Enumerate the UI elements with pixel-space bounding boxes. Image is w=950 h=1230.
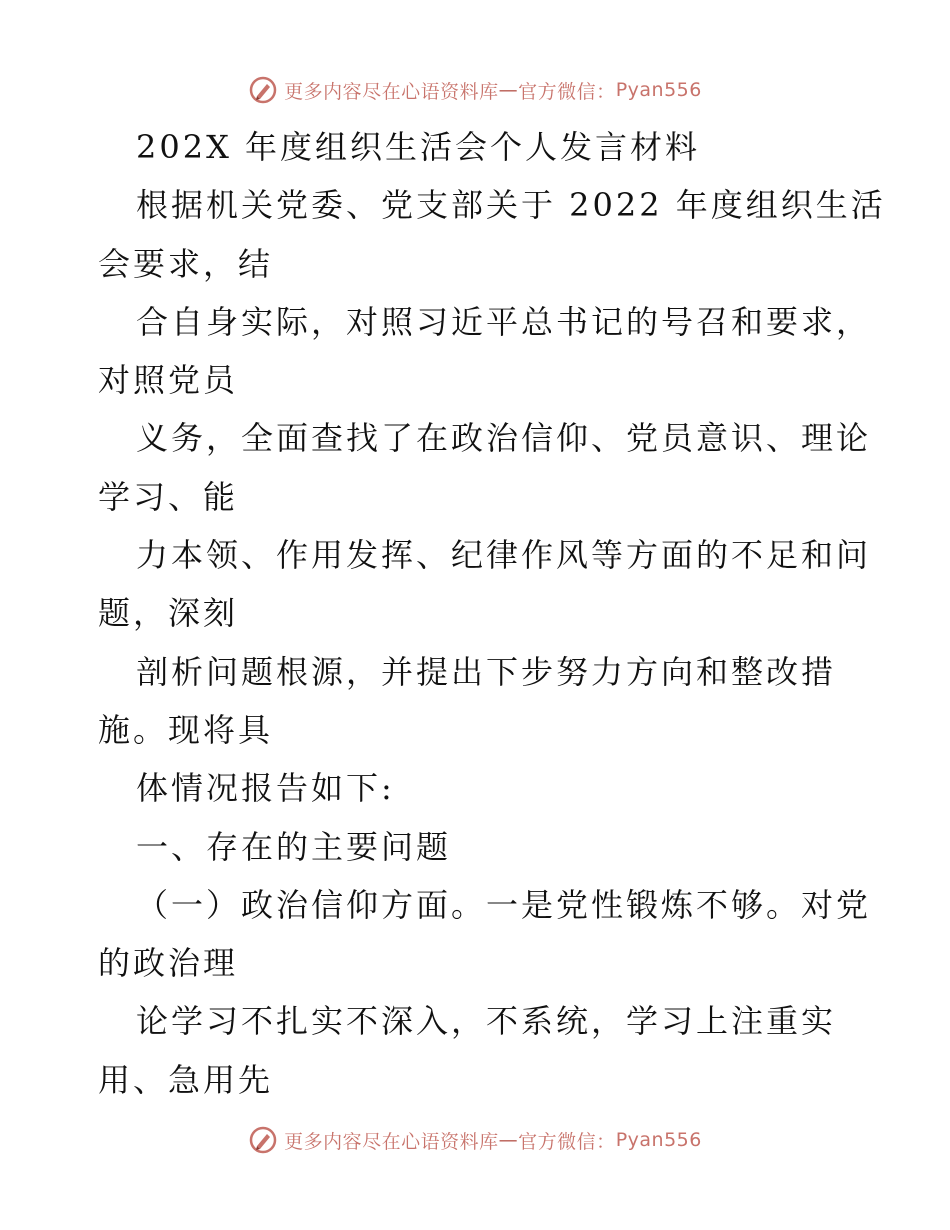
text-line: 论学习不扎实不深入，不系统，学习上注重实: [136, 1002, 837, 1041]
text-line: 会要求，结: [98, 244, 274, 283]
text-line: 剖析问题根源，并提出下步努力方向和整改措: [136, 652, 837, 691]
watermark-separator: —: [498, 79, 519, 101]
watermark-text: 更多内容尽在心语资料库: [284, 1130, 499, 1153]
text-line: （一）政治信仰方面。一是党性锻炼不够。对党: [136, 885, 872, 924]
text-line: 合自身实际，对照习近平总书记的号召和要求，: [136, 302, 872, 341]
document-body: [98, 118, 886, 1109]
text-line: 用、急用先: [98, 1060, 274, 1099]
text-line: 学习、能: [98, 477, 239, 516]
watermark-suffix: 官方微信：: [518, 1130, 616, 1153]
text-line: 对照党员: [98, 361, 239, 400]
text-line: 施。现将具: [98, 710, 274, 749]
text-line: 根据机关党委、党支部关于 2022 年度组织生活: [136, 186, 886, 225]
pen-logo-icon: [248, 75, 278, 105]
watermark-suffix: 官方微信：: [518, 80, 616, 103]
watermark-separator: —: [498, 1129, 519, 1151]
text-line: 体情况报告如下:: [136, 769, 395, 808]
watermark-header: [0, 70, 950, 110]
watermark-account: Pyan556: [615, 79, 702, 101]
text-line: 一、存在的主要问题: [136, 827, 452, 866]
text-line: 的政治理: [98, 944, 239, 983]
pen-logo-icon: [248, 1125, 278, 1155]
text-line: 202X 年度组织生活会个人发言材料: [136, 128, 701, 166]
text-line: 义务，全面查找了在政治信仰、党员意识、理论: [136, 419, 872, 458]
text-line: 题，深刻: [98, 594, 239, 633]
watermark-footer: [0, 1120, 950, 1160]
text-line: 力本领、作用发挥、纪律作风等方面的不足和问: [136, 536, 872, 575]
watermark-text: 更多内容尽在心语资料库: [284, 80, 499, 103]
watermark-account: Pyan556: [615, 1129, 702, 1151]
